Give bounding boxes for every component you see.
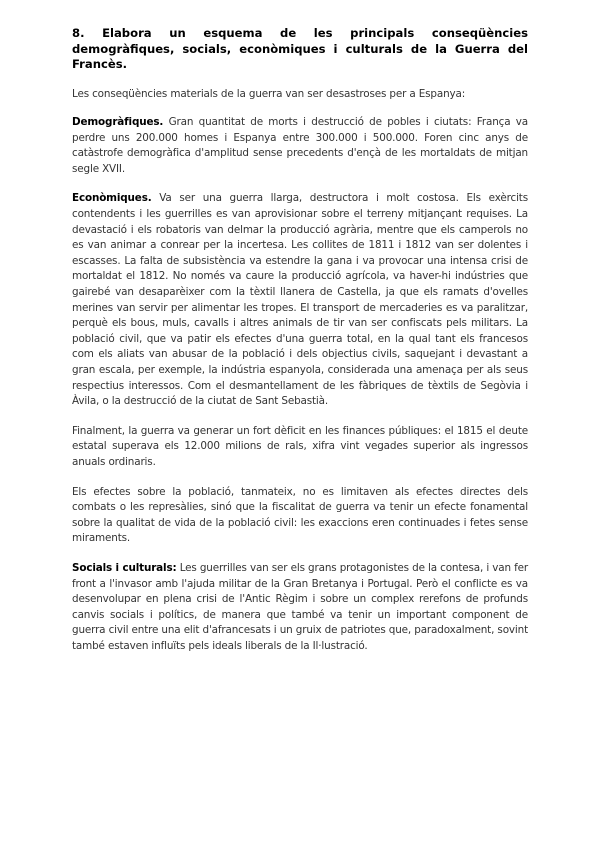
demografiques-label: Demogràfiques. [72, 116, 164, 129]
socials-paragraph [72, 561, 528, 655]
socials-label: Socials i culturals: [72, 561, 177, 574]
economiques-label: Econòmiques. [72, 192, 152, 205]
economiques-text: Va ser una guerra llarga, destructora i molt costosa. Els exèrcits contendents i les guerrilles es van aprovisionar sobre el terreny mitjançant requises. La devastació i els robatoris van delmar la producció agrària, mentre que els camperols no es van animar a conrear per la incertesa. Les collites de 1811 i 1812 van ser dolentes i escasses. La falta de subsistència va estendre la gana i va provocar una intensa crisi de mortaldat el 1812. No només va caure la producció agrícola, va haver-hi indústries que gairebé van desaparèixer com la tèxtil llanera de Castella, ja que els ramats d'ovelles merines van servir per alimentar les tropes. El transport de mercaderies es va paralitzar, perquè els bous, muls, cavalls i altres animals de tir van ser confiscats pels militars. La població civil, que va patir els efectes d'una guerra total, en la qual tant els francesos com els aliats van abusar de la població i dels objectius civils, saquejant i devastant a gran escala, per exemple, la indústria espanyola, considerada una amenaça per als seus respectius interessos. Com el desmantellament de les fàbriques de tèxtils de Segòvia i Àvila, o la destrucció de la ciutat de Sant Sebastià. [72, 192, 528, 408]
socials-text: Les guerrilles van ser els grans protagonistes de la contesa, i van fer front a l'invasor amb l'ajuda militar de la Gran Bretanya i Portugal. Però el conflicte es va desenvolupar en plena crisi de l'Antic Règim i sobre un complex rerefons de profunds canvis socials i polítics, de manera que també va tenir un important component de guerra civil entre una elit d'afrancesats i un gruix de patriotes que, paradoxalment, sovint també estaven influïts pels ideals liberals de la Il·lustració. [72, 561, 528, 652]
efectes-paragraph: Els efectes sobre la població, tanmateix, no es limitaven als efectes directes dels combats o les represàlies, sinó que la fiscalitat de guerra va tenir un efecte fonamental sobre la qualitat de vida de la població civil: les exaccions eren continuades i fetes sense miraments. [72, 485, 528, 545]
demografiques-paragraph [72, 115, 528, 177]
exercise-heading: 8. Elabora un esquema de les principals conseqüències demogràfiques, socials, econòmiques i culturals de la Guerra del Francès. [72, 26, 528, 71]
economiques-paragraph [72, 191, 528, 409]
demografiques-text: Gran quantitat de morts i destrucció de pobles i ciutats: França va perdre uns 200.000 homes i Espanya entre 300.000 i 500.000. Foren cinc anys de catàstrofe demogràfica d'amplitud sense precedents d'ençà de les mortaldats de mitjan segle XVII. [72, 116, 528, 175]
finalment-paragraph: Finalment, la guerra va generar un fort dèficit en les finances públiques: el 1815 el deute estatal superava els 12.000 milions de rals, xifra vint vegades superior als ingressos anuals ordinaris. [72, 424, 528, 468]
document-page [72, 26, 528, 669]
intro-paragraph: Les conseqüències materials de la guerra van ser desastroses per a Espanya: [72, 87, 466, 100]
